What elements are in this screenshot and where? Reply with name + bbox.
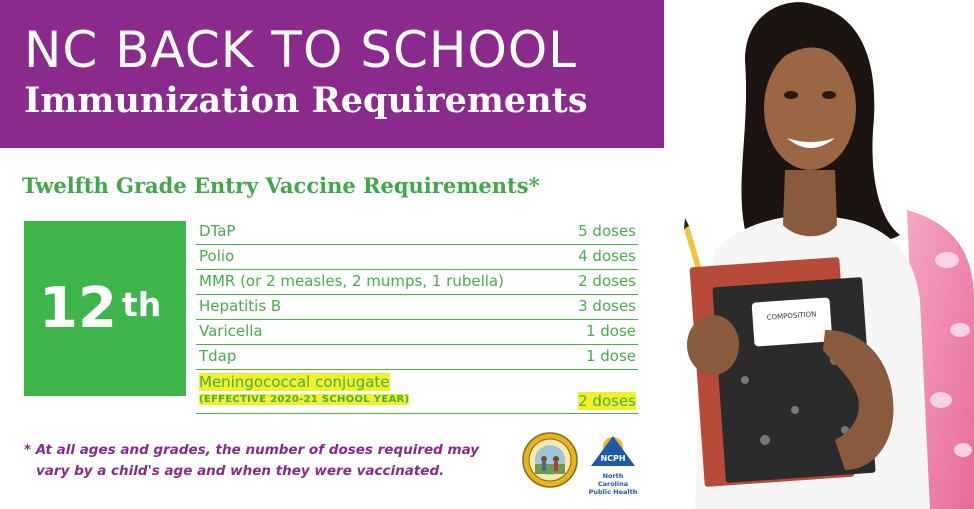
vaccine-name: Tdap <box>199 347 237 365</box>
vaccine-name: Varicella <box>199 322 263 340</box>
footnote-line: vary by a child's age and when they were vaccinated. <box>36 463 445 479</box>
vaccine-doses: 2 doses <box>578 272 636 290</box>
svg-text:COMPOSITION: COMPOSITION <box>766 310 817 322</box>
vaccine-doses: 2 doses <box>578 392 636 410</box>
vaccine-name: DTaP <box>199 222 236 240</box>
vaccine-name: Hepatitis B <box>199 297 282 315</box>
footnote <box>24 440 524 482</box>
vaccine-doses: 4 doses <box>578 247 636 265</box>
vaccine-row <box>196 345 638 370</box>
vaccine-name: MMR (or 2 measles, 2 mumps, 1 rubella) <box>199 272 504 290</box>
vaccine-row-highlighted <box>196 370 638 414</box>
grade-number: 12 <box>39 276 117 341</box>
student-holding-notebooks-image <box>675 0 974 509</box>
vaccine-row <box>196 245 638 270</box>
vaccine-row <box>196 295 638 320</box>
vaccine-note: (EFFECTIVE 2020-21 SCHOOL YEAR) <box>199 394 410 405</box>
vaccine-doses: 3 doses <box>578 297 636 315</box>
ph-logo-text: North Carolina <box>597 472 629 488</box>
ph-logo-text: Public Health <box>588 488 638 496</box>
header-banner <box>0 0 664 148</box>
banner-subtitle: Immunization Requirements <box>24 80 588 121</box>
vaccine-doses: 5 doses <box>578 222 636 240</box>
nc-public-health-logo <box>587 432 639 496</box>
vaccine-name: Polio <box>199 247 235 265</box>
vaccine-name: Meningococcal conjugate <box>199 373 390 391</box>
vaccine-row <box>196 270 638 295</box>
grade-suffix: th <box>122 285 162 324</box>
vaccine-doses: 1 dose <box>585 322 636 340</box>
grade-badge <box>24 221 186 396</box>
banner-title: NC BACK TO SCHOOL <box>24 21 578 79</box>
vaccine-table <box>196 220 638 414</box>
nc-public-health-logo-icon <box>587 432 639 468</box>
svg-text:NCPH: NCPH <box>600 454 626 463</box>
footnote-line: * At all ages and grades, the number of doses required may <box>24 442 480 458</box>
vaccine-row <box>196 320 638 345</box>
vaccine-row <box>196 220 638 245</box>
vaccine-doses: 1 dose <box>585 347 636 365</box>
nc-state-seal-icon <box>522 432 578 488</box>
section-title: Twelfth Grade Entry Vaccine Requirements* <box>22 173 540 198</box>
